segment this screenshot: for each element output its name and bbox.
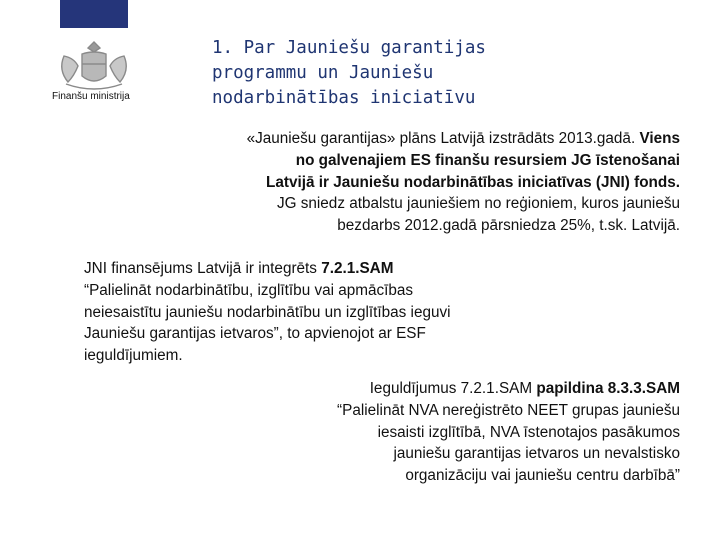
text-run-bold: 7.2.1.SAM bbox=[321, 260, 394, 277]
text-run-bold: Latvijā ir Jauniešu nodarbinātības iniciatīvas (JNI) fonds. bbox=[266, 173, 680, 191]
header-color-block bbox=[60, 0, 128, 28]
paragraph-line: organizāciju vai jauniešu centru darbībā” bbox=[405, 467, 680, 485]
paragraph-line: JG sniedz atbalstu jauniešiem no reģioniem, kuros jauniešu bbox=[276, 195, 680, 213]
paragraph-line bbox=[247, 172, 680, 194]
text-run: Ieguldījumus 7.2.1.SAM bbox=[369, 380, 537, 397]
paragraph-sam-supplement bbox=[337, 378, 680, 487]
paragraph-jg-plan bbox=[247, 128, 680, 237]
slide-title bbox=[212, 36, 572, 111]
title-line: nodarbinātības iniciatīvu bbox=[212, 88, 476, 108]
paragraph-line bbox=[337, 378, 680, 400]
paragraph-line: bezdarbs 2012.gadā pārsniedza 25%, t.sk. Latvijā. bbox=[337, 217, 680, 235]
paragraph-line: jauniešu garantijas ietvaros un nevalstisko bbox=[393, 445, 680, 463]
text-run: «Jauniešu garantijas» plāns Latvijā izstrādāts 2013.gadā. bbox=[246, 130, 640, 147]
paragraph-jni-funding bbox=[84, 258, 451, 367]
paragraph-line: ieguldījumiem. bbox=[84, 347, 183, 365]
title-line: 1. Par Jauniešu garantijas bbox=[212, 38, 486, 58]
text-run-bold: no galvenajiem ES finanšu resursiem JG īstenošanai bbox=[295, 151, 680, 169]
paragraph-line: “Palielināt nodarbinātību, izglītību vai apmācības bbox=[84, 281, 414, 299]
paragraph-line: iesaisti izglītībā, NVA īstenotajos pasākumos bbox=[377, 423, 680, 441]
logo-caption: Finanšu ministrija bbox=[52, 91, 130, 102]
paragraph-line bbox=[247, 128, 680, 150]
text-run: JNI finansējums Latvijā ir integrēts bbox=[84, 260, 322, 277]
paragraph-line: “Palielināt NVA nereģistrēto NEET grupas jauniešu bbox=[337, 401, 680, 419]
paragraph-line bbox=[247, 150, 680, 172]
paragraph-line: Jauniešu garantijas ietvaros”, to apvienojot ar ESF bbox=[84, 325, 426, 343]
title-line: programmu un Jauniešu bbox=[212, 63, 434, 83]
paragraph-line: neiesaistītu jauniešu nodarbinātību un izglītības ieguvi bbox=[84, 303, 451, 321]
paragraph-line bbox=[84, 258, 451, 280]
text-run-bold: papildina 8.3.3.SAM bbox=[536, 380, 680, 397]
text-run-bold: Viens bbox=[639, 130, 680, 147]
